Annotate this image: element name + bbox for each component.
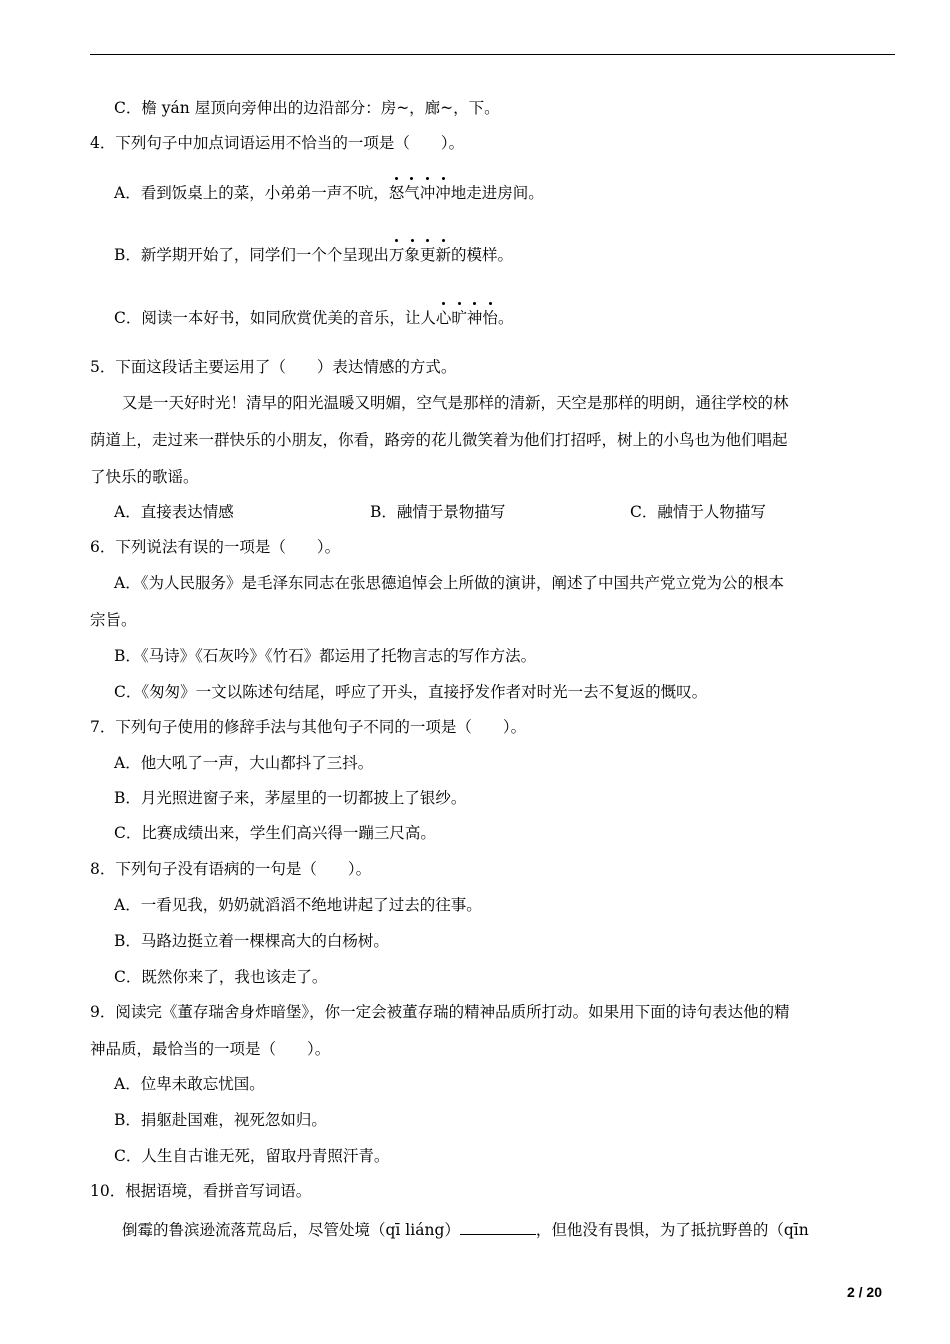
q5-passage-line: 又是一天好时光！清早的阳光温暖又明媚，空气是那样的清新，天空是那样的明朗，通往学校的林: [122, 394, 789, 412]
emphasized-char: 冲: [435, 184, 451, 202]
q6-option-a: A．《为人民服务》是毛泽东同志在张思德追悼会上所做的演讲，阐述了中国共产党立党为公的根本: [114, 574, 784, 592]
q9-stem: 9．阅读完《董存瑞舍身炸暗堡》，你一定会被董存瑞的精神品质所打动。如果用下面的诗句表达他的精: [90, 1003, 790, 1021]
q5-passage-line: 了快乐的歌谣。: [90, 468, 199, 486]
q8-option-c: C．既然你来了，我也该走了。: [114, 968, 328, 986]
q7-option-b: B．月光照进窗子来，茅屋里的一切都披上了银纱。: [114, 789, 467, 807]
emphasized-char: 神: [466, 309, 483, 327]
q5-passage-line: 荫道上，走过来一群快乐的小朋友，你看，路旁的花儿微笑着为他们打招呼，树上的小鸟也为他们唱起: [90, 431, 788, 449]
emphasized-phrase: [389, 246, 451, 264]
q3-option-c: C．檐 yán 屋顶向旁伸出的边沿部分：房~，廊~，下。: [114, 99, 500, 117]
q6-option-b: B．《马诗》《石灰吟》《竹石》都运用了托物言志的写作方法。: [114, 647, 537, 665]
q9-option-a: A．位卑未敢忘忧国。: [114, 1075, 265, 1093]
q7-stem: 7．下列句子使用的修辞手法与其他句子不同的一项是（ ）。: [90, 718, 527, 736]
q4-stem: 4．下列句子中加点词语运用不恰当的一项是（ ）。: [90, 134, 465, 152]
q4-option-c: C．阅读一本好书，如同欣赏优美的音乐，让人心旷神怡。: [114, 309, 514, 327]
answer-blank[interactable]: [460, 1218, 536, 1235]
q7-option-c: C．比赛成绩出来，学生们高兴得一蹦三尺高。: [114, 824, 436, 842]
q6-stem: 6．下列说法有误的一项是（ ）。: [90, 538, 341, 556]
q8-stem: 8．下列句子没有语病的一句是（ ）。: [90, 860, 372, 878]
emphasized-char: 象: [404, 246, 420, 264]
emphasized-phrase: [436, 309, 498, 327]
emphasized-char: 旷: [451, 309, 467, 327]
emphasized-char: 更: [419, 246, 436, 264]
q10-stem: 10．根据语境，看拼音写词语。: [90, 1182, 312, 1200]
q10-passage: 倒霉的鲁滨逊流落荒岛后，尽管处境（qī liáng） ，但他没有畏惧，为了抵抗野兽的（qīn: [122, 1218, 809, 1240]
emphasized-char: 气: [404, 184, 420, 202]
q5-stem: 5．下面这段话主要运用了（ ）表达情感的方式。: [90, 358, 457, 376]
emphasized-char: 怒: [388, 184, 405, 202]
q9-stem-cont: 神品质，最恰当的一项是（ ）。: [90, 1040, 331, 1058]
q5-option-c: C．融情于人物描写: [630, 503, 766, 521]
q7-option-a: A．他大吼了一声，大山都抖了三抖。: [114, 754, 374, 772]
emphasized-char: 怡: [482, 309, 498, 327]
q5-option-a: A．直接表达情感: [114, 503, 234, 521]
q6-option-c: C．《匆匆》一文以陈述句结尾，呼应了开头，直接抒发作者对时光一去不复返的慨叹。: [114, 683, 708, 701]
emphasized-char: 冲: [419, 184, 436, 202]
q9-option-b: B．捐躯赴国难，视死忽如归。: [114, 1111, 327, 1129]
emphasized-char: 万: [388, 246, 405, 264]
emphasized-char: 心: [435, 309, 452, 327]
header-rule: [90, 54, 895, 55]
q4-option-b: B．新学期开始了，同学们一个个呈现出万象更新的模样。: [114, 246, 513, 264]
q8-option-b: B．马路边挺立着一棵棵高大的白杨树。: [114, 932, 389, 950]
q9-option-c: C．人生自古谁无死，留取丹青照汗青。: [114, 1147, 390, 1165]
q5-option-b: B．融情于景物描写: [370, 503, 506, 521]
q6-option-a-cont: 宗旨。: [90, 611, 137, 629]
emphasized-char: 新: [435, 246, 451, 264]
q4-option-a: A．看到饭桌上的菜，小弟弟一声不吭，怒气冲冲地走进房间。: [114, 184, 544, 202]
page-number: 2 / 20: [846, 1284, 882, 1300]
q8-option-a: A．一看见我，奶奶就滔滔不绝地讲起了过去的往事。: [114, 896, 482, 914]
emphasized-phrase: [389, 184, 451, 202]
